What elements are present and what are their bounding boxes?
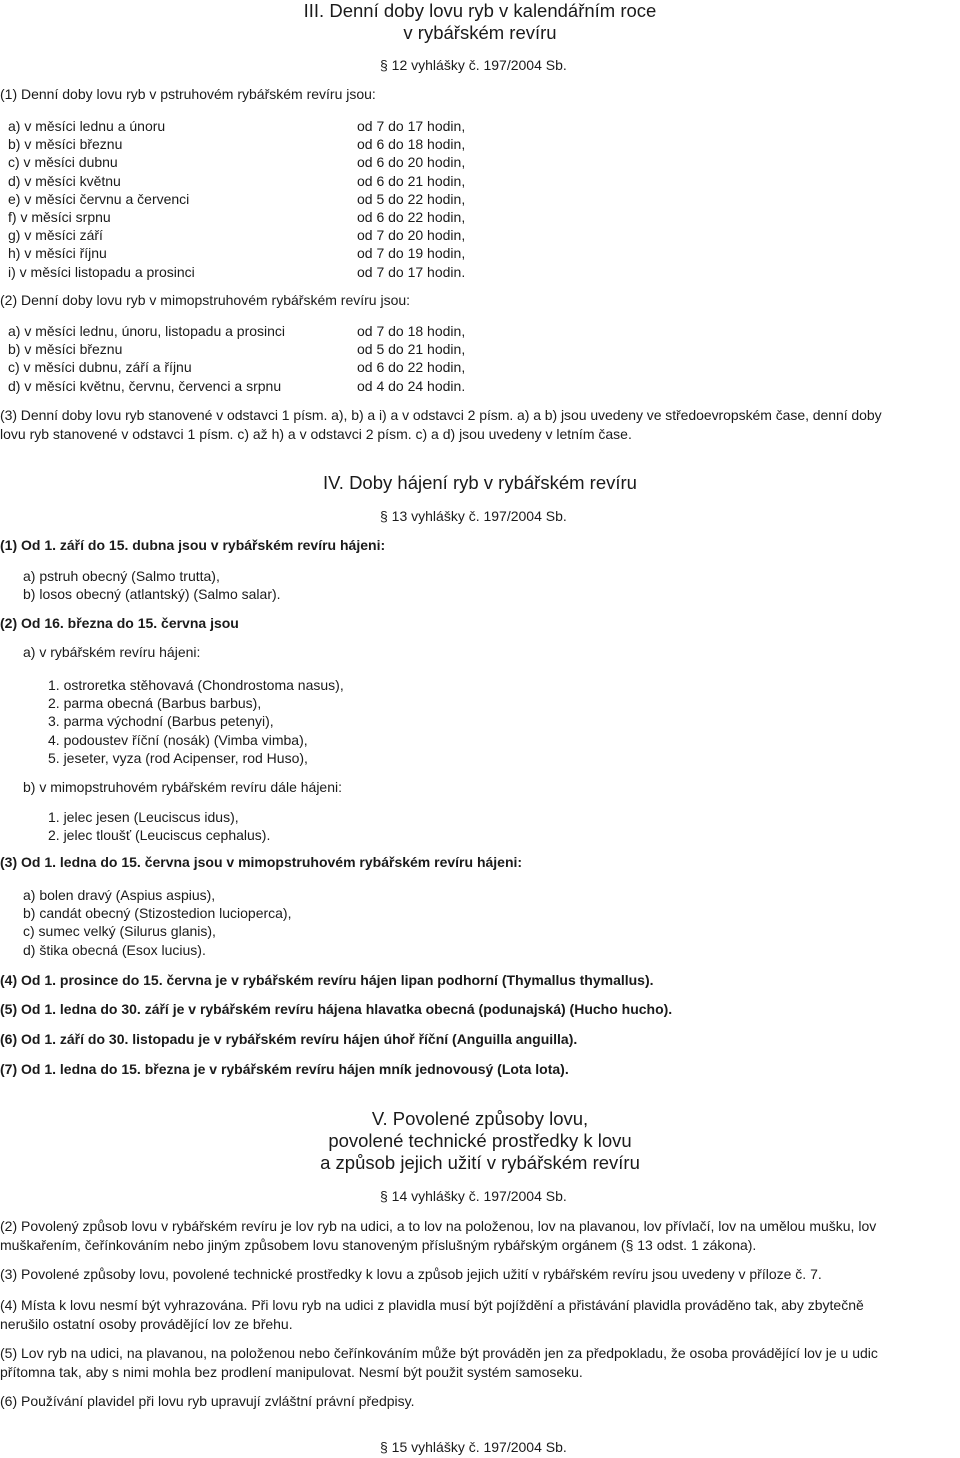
sec3-p3-line2: lovu ryb stanovené v odstavci 1 písm. c) až h) a v odstavci 2 písm. c) a d) jsou uvedeny v letním čase. <box>0 425 632 442</box>
list-item: 4. podoustev říční (nosák) (Vimba vimba), <box>48 731 308 748</box>
section-3-title-line2: v rybářském revíru <box>403 22 557 43</box>
list-item: 2. parma obecná (Barbus barbus), <box>48 695 262 712</box>
list-item: b) v měsíci březnu od 5 do 21 hodin, <box>8 341 466 358</box>
sec4-p5: (5) Od 1. ledna do 30. září je v rybářském revíru hájena hlavatka obecná (podunajská) (Hucho hucho). <box>0 1001 673 1017</box>
list-item: a) v měsíci lednu a únoru od 7 do 17 hodin, <box>8 118 466 134</box>
list-item: 3. parma východní (Barbus petenyi), <box>48 713 274 730</box>
sec4-p6: (6) Od 1. září do 30. listopadu je v rybářském revíru hájen úhoř říční (Anguilla anguilla). <box>0 1031 578 1047</box>
sec5-p2-line2: muškařením, čeřínkováním nebo jiným způsobem lovu stanoveným příslušným rybářským orgánem (§ 13 odst. 1 zákona). <box>0 1236 757 1253</box>
sec4-p1-heading: (1) Od 1. září do 15. dubna jsou v rybářském revíru hájeni: <box>0 537 386 553</box>
section-3-title-line1: III. Denní doby lovu ryb v kalendářním roce <box>303 0 657 21</box>
list-item: e) v měsíci červnu a červenci od 5 do 22 hodin, <box>8 190 466 207</box>
sec5-p4-line1: (4) Místa k lovu nesmí být vyhrazována. Při lovu ryb na udici z plavidla musí být pojíždění a přistávání plavidla prováděno tak, aby zbytečně <box>0 1297 864 1313</box>
section-5-title-line3: a způsob jejich užití v rybářském revíru <box>320 1152 640 1173</box>
sec3-p1-heading: (1) Denní doby lovu ryb v pstruhovém rybářském revíru jsou: <box>0 86 376 102</box>
section-5-title <box>280 1108 680 1174</box>
sec4-p2-heading: (2) Od 16. března do 15. června jsou <box>0 615 239 631</box>
list-item: g) v měsíci září od 7 do 20 hodin, <box>8 227 466 244</box>
sec5-p2-line1: (2) Povolený způsob lovu v rybářském revíru je lov ryb na udici, a to lov na položenou, lov na plavanou, lov přívlačí, lov na umělou mušku, lov <box>0 1218 877 1234</box>
sec5-p3: (3) Povolené způsoby lovu, povolené technické prostředky k lovu a způsob jejich užití v rybářském revíru jsou uvedeny v příloze č. 7. <box>0 1266 822 1282</box>
sec3-p3-line1: (3) Denní doby lovu ryb stanovené v odstavci 1 písm. a), b) a i) a v odstavci 2 písm. a) a b) jsou uvedeny ve středoevropském čase, denní doby <box>0 407 882 423</box>
list-item: 1. ostroretka stěhovavá (Chondrostoma nasus), <box>48 677 344 693</box>
sec4-p3-heading: (3) Od 1. ledna do 15. června jsou v mimopstruhovém rybářském revíru hájeni: <box>0 854 523 870</box>
sec4-p2a-heading: a) v rybářském revíru hájeni: <box>23 644 201 660</box>
list-item: a) bolen dravý (Aspius aspius), <box>23 887 216 903</box>
list-item: b) v měsíci březnu od 6 do 18 hodin, <box>8 136 466 153</box>
sec5-p4 <box>0 1296 958 1333</box>
sec5-p5-line2: přítomna tak, aby s nimi mohla bez prodlení manipulovat. Nesmí být použit systém samoseku. <box>0 1363 583 1380</box>
list-item: a) pstruh obecný (Salmo trutta), <box>23 568 220 584</box>
sec5-p6: (6) Používání plavidel při lovu ryb upravují zvláštní právní předpisy. <box>0 1393 415 1409</box>
section-5-reference: § 14 vyhlášky č. 197/2004 Sb. <box>380 1188 567 1204</box>
sec5-p2 <box>0 1217 958 1254</box>
list-item: i) v měsíci listopadu a prosinci od 7 do 17 hodin. <box>8 263 466 280</box>
list-item: 1. jelec jesen (Leuciscus idus), <box>48 809 239 825</box>
sec4-p2b-heading: b) v mimopstruhovém rybářském revíru dále hájeni: <box>23 779 343 795</box>
list-item: b) losos obecný (atlantský) (Salmo salar). <box>23 586 281 603</box>
sec3-p2-heading: (2) Denní doby lovu ryb v mimopstruhovém rybářském revíru jsou: <box>0 292 411 308</box>
section-3-reference: § 12 vyhlášky č. 197/2004 Sb. <box>380 57 567 73</box>
section-5-title-line1: V. Povolené způsoby lovu, <box>371 1108 589 1129</box>
sec3-p1-list <box>8 117 465 281</box>
section-3-title <box>280 0 680 44</box>
sec4-p4: (4) Od 1. prosince do 15. června je v rybářském revíru hájen lipan podhorní (Thymallus thymallus). <box>0 972 654 988</box>
sec4-p2a-list <box>48 676 344 767</box>
list-item: h) v měsíci říjnu od 7 do 19 hodin, <box>8 245 466 262</box>
list-item: 5. jeseter, vyza (rod Acipenser, rod Huso), <box>48 749 308 766</box>
footer-reference: § 15 vyhlášky č. 197/2004 Sb. <box>380 1439 567 1455</box>
list-item: 2. jelec tloušť (Leuciscus cephalus). <box>48 827 271 844</box>
sec4-p7: (7) Od 1. ledna do 15. března je v rybářském revíru hájen mník jednovousý (Lota lota). <box>0 1061 569 1077</box>
sec4-p2b-list <box>48 808 270 844</box>
list-item: d) v měsíci květnu, červnu, červenci a srpnu od 4 do 24 hodin. <box>8 377 466 394</box>
sec3-p2-list <box>8 322 465 395</box>
list-item: a) v měsíci lednu, únoru, listopadu a prosinci od 7 do 18 hodin, <box>8 323 466 339</box>
sec5-p4-line2: nerušilo ostatní osoby provádějící lov ze břehu. <box>0 1315 293 1332</box>
list-item: f) v měsíci srpnu od 6 do 22 hodin, <box>8 209 466 226</box>
section-4-title: IV. Doby hájení ryb v rybářském revíru <box>323 472 637 493</box>
list-item: d) štika obecná (Esox lucius). <box>23 941 206 958</box>
sec4-p1-list <box>23 567 281 603</box>
section-5-title-line2: povolené technické prostředky k lovu <box>328 1130 632 1151</box>
sec3-p3 <box>0 406 958 443</box>
list-item: b) candát obecný (Stizostedion lucioperca), <box>23 905 292 922</box>
list-item: c) v měsíci dubnu, září a říjnu od 6 do 22 hodin, <box>8 359 466 376</box>
section-4-reference: § 13 vyhlášky č. 197/2004 Sb. <box>380 508 567 524</box>
sec4-p3-list <box>23 886 291 959</box>
sec5-p5 <box>0 1344 958 1381</box>
list-item: c) v měsíci dubnu od 6 do 20 hodin, <box>8 154 466 171</box>
list-item: c) sumec velký (Silurus glanis), <box>23 923 216 940</box>
list-item: d) v měsíci květnu od 6 do 21 hodin, <box>8 172 466 189</box>
sec5-p5-line1: (5) Lov ryb na udici, na plavanou, na položenou nebo čeřínkováním může být prováděn jen za předpokladu, že osoba provádějící lov je u udic <box>0 1345 878 1361</box>
